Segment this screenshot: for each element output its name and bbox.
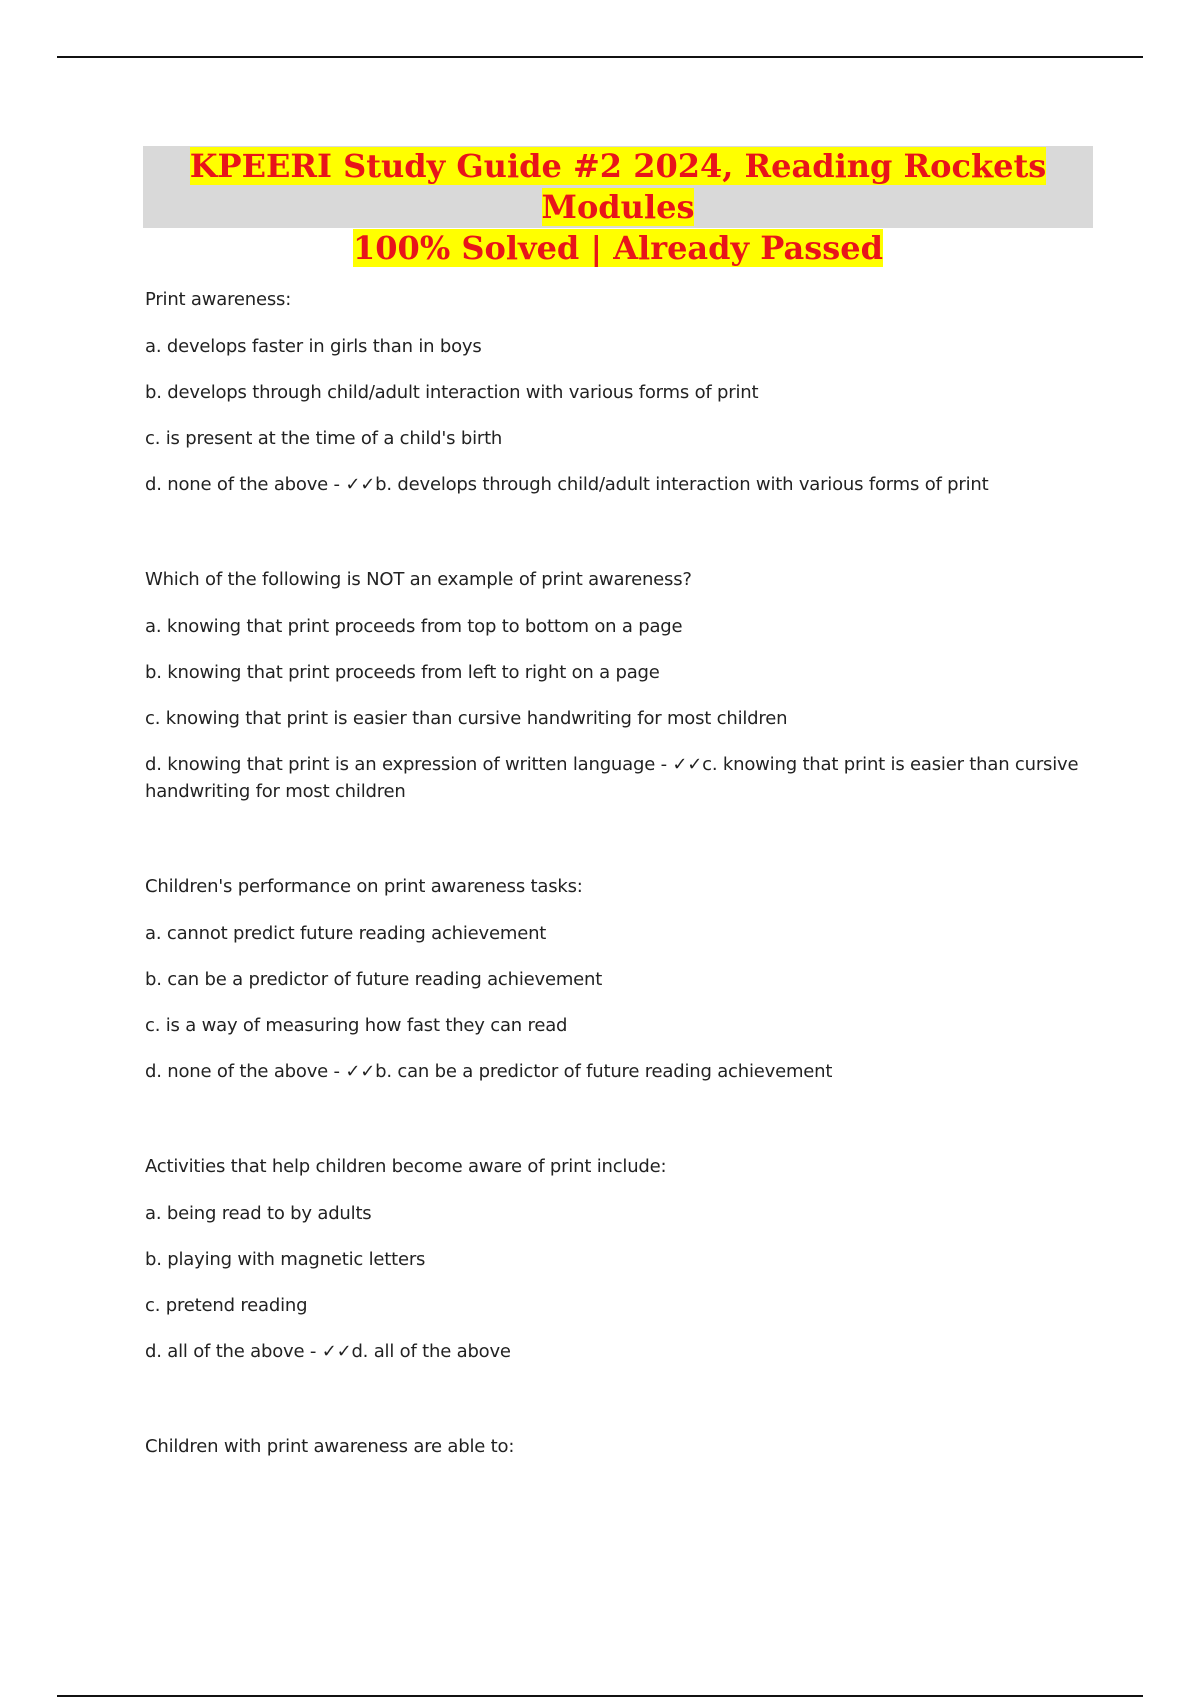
option-d-with-answer: d. none of the above - ✓✓b. can be a predictor of future reading achievement xyxy=(145,1061,833,1082)
option-d-with-answer: d. none of the above - ✓✓b. develops through child/adult interaction with various forms of print xyxy=(145,474,989,495)
question-block xyxy=(145,873,1085,1085)
option-c: c. is a way of measuring how fast they can read xyxy=(145,1015,568,1036)
option-b: b. knowing that print proceeds from left to right on a page xyxy=(145,662,660,683)
option-c: c. is present at the time of a child's birth xyxy=(145,428,503,449)
question-list xyxy=(145,286,1085,1507)
question-stem: Children with print awareness are able to: xyxy=(145,1436,515,1457)
title-banner xyxy=(143,146,1093,267)
question-stem: Activities that help children become aware of print include: xyxy=(145,1156,667,1177)
option-a: a. cannot predict future reading achievement xyxy=(145,923,547,944)
question-block xyxy=(145,1153,1085,1365)
footer-rule xyxy=(57,1695,1143,1697)
option-b: b. develops through child/adult interaction with various forms of print xyxy=(145,382,759,403)
question-block xyxy=(145,286,1085,498)
header-rule xyxy=(57,56,1143,58)
option-a: a. knowing that print proceeds from top to bottom on a page xyxy=(145,616,683,637)
option-d-with-answer: d. knowing that print is an expression of written language - ✓✓c. knowing that print is easier than cursive handwriting for most children xyxy=(145,754,1079,802)
option-b: b. can be a predictor of future reading achievement xyxy=(145,969,603,990)
question-stem: Children's performance on print awareness tasks: xyxy=(145,876,583,897)
question-block xyxy=(145,1433,1085,1460)
question-block xyxy=(145,566,1085,805)
option-a: a. develops faster in girls than in boys xyxy=(145,336,482,357)
title-line-1: KPEERI Study Guide #2 2024, Reading Rockets Modules xyxy=(189,147,1047,226)
option-c: c. pretend reading xyxy=(145,1295,308,1316)
option-a: a. being read to by adults xyxy=(145,1203,372,1224)
option-b: b. playing with magnetic letters xyxy=(145,1249,426,1270)
question-stem: Print awareness: xyxy=(145,289,292,310)
option-d-with-answer: d. all of the above - ✓✓d. all of the above xyxy=(145,1341,511,1362)
option-c: c. knowing that print is easier than cursive handwriting for most children xyxy=(145,708,788,729)
question-stem: Which of the following is NOT an example of print awareness? xyxy=(145,569,692,590)
title-line-2: 100% Solved | Already Passed xyxy=(353,229,883,267)
